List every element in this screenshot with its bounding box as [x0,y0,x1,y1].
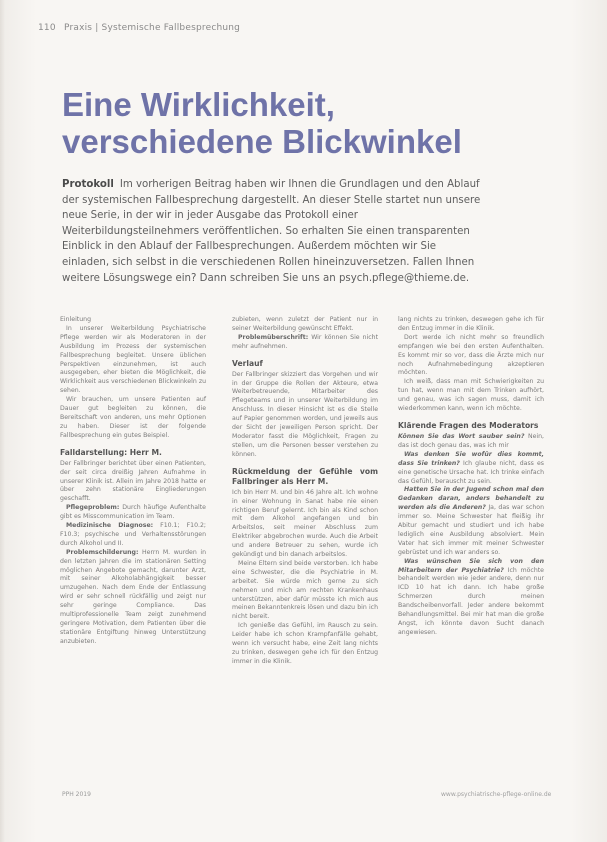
article-lead [62,177,486,286]
page-crease [0,0,5,842]
question: Was wünschen Sie sich von den Mitarbeitern der Psychiatrie? [398,557,544,574]
paragraph [60,522,206,549]
inline-keyword: Pflegeproblem: [66,504,120,512]
text-column-2 [232,316,378,667]
answer: Nein, das ist doch genau das, was ich mir [398,432,544,449]
paragraph: Meine Eltern sind beide verstorben. Ich habe eine Schwester, die die Psychiatrie in M. arbeitet. Sie würde mich gerne zu sich nehmen und mich am rechten Krankenhaus unterstützen, aber dafür müsste ich mich aus meinen Bekanntenkreis lösen und dazu bin ich nicht bereit. [232,559,378,621]
paragraph: Wir brauchen, um unsere Patienten auf Dauer gut begleiten zu können, die Bereitschaft von anderen, uns mehr Optionen zu haben. Dieser ist der folgende Fallbesprechung ein gutes Beispiel. [60,396,206,439]
page-number: 110 [38,23,56,33]
running-head [38,23,240,33]
footer-journal: PPH 2019 [62,791,91,798]
qa-item [398,486,544,557]
section-heading: Klärende Fragen des Moderators [398,420,539,430]
section-title: Praxis | Systemische Fallbesprechung [64,23,241,33]
inline-keyword: Problemschilderung: [66,548,139,556]
question: Können Sie das Wort sauber sein? [398,432,525,440]
paragraph: Der Fallbringer berichtet über einen Patienten, der seit circa dreißig Jahren Aufnahme in unserer Klinik ist. Allein im Jahre 2018 hatte er über zehn stationäre Eingliederungen geschafft. [60,459,206,503]
lead-keyword: Protokoll [62,179,114,190]
paragraph: Ich genieße das Gefühl, im Rausch zu sein. Leider habe ich schon Krampfanfälle gehabt, wenn ich versucht habe, eine Zeit lang nichts zu trinken, deswegen gehe ich für den Entzug immer in die Klinik. [232,622,378,665]
answer: Ich möchte behandelt werden wie jeder andere, denn nur ICD 10 hat ich dann. Ich habe große Schmerzen durch meinen Bandscheibenvorfall. Jeder andere bekommt Behandlungsmittel. Bei mir hat man die große Angst, ich könnte davon Sucht danach angewiesen. [398,566,544,636]
paragraph [60,549,206,647]
paragraph-text: Durch häufige Aufenthalte gibt es Misscommunication im Team. [60,504,206,521]
question: Was denken Sie wofür dies kommt, dass Sie trinken? [398,450,544,467]
qa-item [398,451,544,487]
footer-url: www.psychiatrische-pflege-online.de [441,791,552,798]
lead-text: Im vorherigen Beitrag haben wir Ihnen die Grundlagen und den Ablauf der systemischen Fallbesprechung dargestellt. An dieser Stelle startet nun unsere neue Serie, in der wir in jeder Ausgabe das Protokoll einer Weiterbildungsteilnehmers veröffentlichen. So erhalten Sie einen transparenten Einblick in den Ablauf der Fallbesprechungen. Außerdem möchten wir Sie einladen, sich selbst in die verschiedenen Rollen hineinzuversetzen. Fallen Ihnen weitere Lösungswege ein? Dann schreiben Sie uns an psych.pflege@thieme.de. [62,179,481,284]
article-title: Eine Wirklichkeit, verschiedene Blickwinkel [62,86,462,160]
question: Hatten Sie in der Jugend schon mal den Gedanken daran, anders behandelt zu werden als die Anderen? [398,486,544,512]
text-column-1 [60,316,206,647]
text-column-3 [398,316,544,638]
section-heading: Verlauf [232,358,263,368]
answer: Ja, das war schon immer so. Meine Schwester hat fleißig ihr Abitur gemacht und studiert und ich habe lediglich eine Ausbildung absolviert. Mein Vater hat sich immer mit meiner Schwester gebrüstet und ich war anders so. [398,504,545,556]
inline-keyword: Medizinische Diagnose: [66,522,154,530]
qa-item [398,433,544,451]
qa-item [398,558,544,638]
answer: Ich glaube nicht, dass es eine genetische Ursache hat. Ich trinke einfach das Gefühl, berauscht zu sein. [398,459,545,485]
paragraph: zubieten, wenn zuletzt der Patient nur in seiner Weiterbildung gewünscht Effekt. [232,316,378,332]
paragraph: In unserer Weiterbildung Psychiatrische Pflege werden wir als Moderatoren in der Ausbildung im Prozess der systemischen Fallbesprechung begleitet. Unsere üblichen Perspektiven einzunehmen, ist auch ausgegeben, eher bieten die Möglichkeit, die Wirklichkeit aus verschiedenen Blickwinkeln zu sehen. [60,324,206,395]
inline-keyword: Problemüberschrift: [238,333,309,341]
paragraph-text: F10.1; F10.2; F10.3; psychische und Verhaltensstörungen durch Alkohol und II. [60,522,206,547]
paragraph: Ich weiß, dass man mit Schwierigkeiten zu tun hat, wenn man mit dem Trinken aufhört, und genau, was ich sagen muss, damit ich wiederkommen kann, wenn ich möchte. [398,378,544,413]
paragraph: Ich bin Herr M. und bin 46 Jahre alt. Ich wohne in einer Wohnung in Sanat habe nie einen richtigen Beruf gelernt. Ich bin als Kind schon mit dem Alkohol angefangen und bin Arbeitslos, seit meiner Abschluss zum Elektriker abgebrochen wurde. Auch die Arbeit und andere Betreuer zu sehen, wurde ich gekündigt und bin danach arbeitslos. [232,488,378,559]
paragraph [232,334,378,352]
paragraph [60,504,206,522]
section-heading: Rückmeldung der Gefühle vom Fallbringer als Herr M. [232,466,378,486]
paragraph: Der Fallbringer skizziert das Vorgehen und wir in der Gruppe die Rollen der Akteure, etwa Weiterbetreuende, Mitarbeiter des Pflegeteams und in unserer Weiterbildung im Anschluss. In dieser Hinsicht ist es die Stelle auf Papier genommen worden, und jeweils aus der Sicht der jeweiligen Person spricht. Der Moderator fasst die Möglichkeit, Fragen zu stellen, um die Personen besser verstehen zu können. [232,370,378,458]
paragraph: lang nichts zu trinken, deswegen gehe ich für den Entzug immer in die Klinik. [398,316,544,332]
paragraph-text: Herrn M. wurden in den letzten Jahren die im stationären Setting möglichen Angebote gemacht, darunter Arzt, mit seiner Alkoholabhängigkeit besser umzugehen. Nach dem Ende der Entlassung wird er sehr schnell rückfällig und zeigt nur sehr geringe Compliance. Das multiprofessionelle Team zeigt zunehmend geringere Motivation, dem Patienten über die stationäre Entgiftung hinweg Unterstützung anzubieten. [60,548,206,645]
section-heading: Falldarstellung: Herr M. [60,447,162,457]
paragraph: Dort werde ich nicht mehr so freundlich empfangen wie bei den ersten Aufenthalten. Es kommt mir so vor, dass die Ärzte mich nur noch Aufnahmebedingung akzeptieren möchten. [398,333,544,377]
paragraph: Einleitung [60,316,91,323]
paragraph-text: Wir können Sie nicht mehr aufnehmen. [232,333,379,350]
